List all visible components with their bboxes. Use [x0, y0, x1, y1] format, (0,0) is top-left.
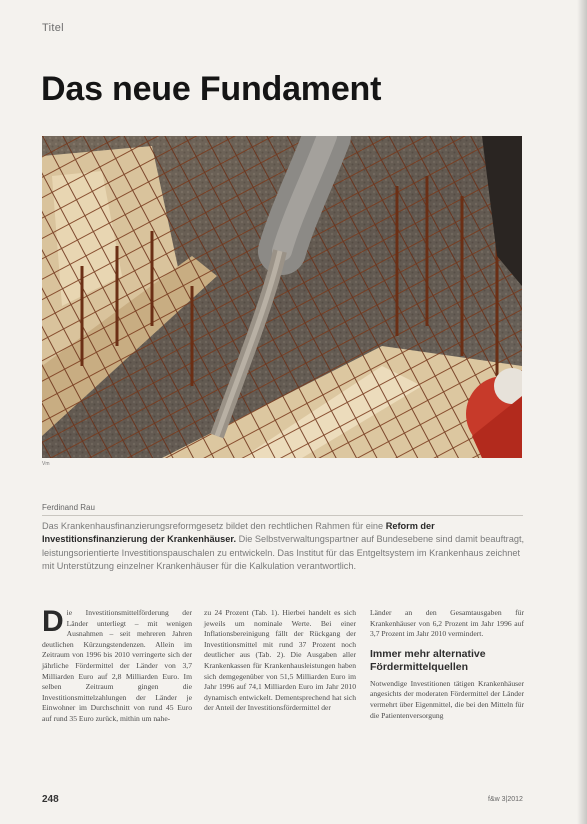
author-name: Ferdinand Rau	[42, 503, 95, 512]
issue-label: f&w 3|2012	[488, 796, 523, 803]
subheading: Immer mehr alternative Fördermittelquellen	[370, 647, 486, 673]
column-1-text: ie Investitionsmittelförderung der Länder unterliegt – mit wenigen Ausnahmen – seit mehreren Jahren deutlichen Kürzungstendenzen. Allein im Zeitraum von 1996 bis 2010 verringerte sich der jährliche Fördermittel der Länder von 3,7 Milliarden Euro auf 2,8 Milliarden Euro. Im selben Zeitraum gingen die Investitionsmittelzahlungen der Länder je Einwohner im Durchschnitt von rund 45 Euro auf rund 35 Euro zurück, mithin um nahe-	[42, 608, 192, 723]
body-column-1	[42, 605, 192, 725]
lead-bold: Reform der Investitionsfinanzierung der Krankenhäuser.	[42, 521, 435, 545]
construction-photo	[42, 136, 522, 458]
divider-rule	[42, 515, 523, 516]
article-photo	[42, 136, 522, 458]
drop-cap: D	[42, 605, 64, 638]
page-number: 248	[42, 794, 59, 805]
body-column-2	[204, 608, 356, 714]
headline: Das neue Fundament	[41, 70, 382, 108]
section-label: Titel	[42, 22, 64, 34]
lead-text-1: Das Krankenhausfinanzierungsreformgesetz bildet den rechtlichen Rahmen für eine	[42, 521, 386, 531]
lead-text-2: Die Selbstverwaltungspartner auf Bundesebene sind damit beauftragt, leistungsorientierte Investitionspauschalen zu entwickeln. Das Institut für das Entgeltsystem im Krankenhaus zeichnet mit Unterstützung einzelner Krankenhäuser für die Kalkulation verantwortlich.	[42, 534, 525, 571]
column-3-text-2: Notwendige Investitionen tätigen Krankenhäuser angesichts der moderaten Fördermittel der Länder vermehrt über Eigenmittel, die bei den Mitteln für die Patientenversorgung	[370, 678, 524, 720]
photo-credit: Vm	[42, 461, 50, 467]
column-3-text: Länder an den Gesamtausgaben für Krankenhäuser von 6,2 Prozent im Jahr 1996 auf 3,7 Prozent im Jahr 2010 vermindert.	[370, 608, 524, 639]
lead-paragraph	[42, 520, 528, 573]
page-edge-shadow	[577, 0, 587, 824]
column-2-text: zu 24 Prozent (Tab. 1). Hierbei handelt es sich jeweils um nominale Werte. Bei einer Inflationsbereinigung fällt der Rückgang der Investitionsmittel mit rund 37 Prozent noch deutlicher aus (Tab. 2). Die Ausgaben aller Krankenkassen für Krankenhausleistungen haben sich demgegenüber von 51,5 Milliarden Euro im Jahr 1996 auf 74,1 Milliarden Euro im Jahr 2010 dynamisch entwickelt. Dementsprechend hat sich der Anteil der Investitionsfördermittel der	[204, 608, 356, 713]
body-column-3	[370, 608, 524, 721]
